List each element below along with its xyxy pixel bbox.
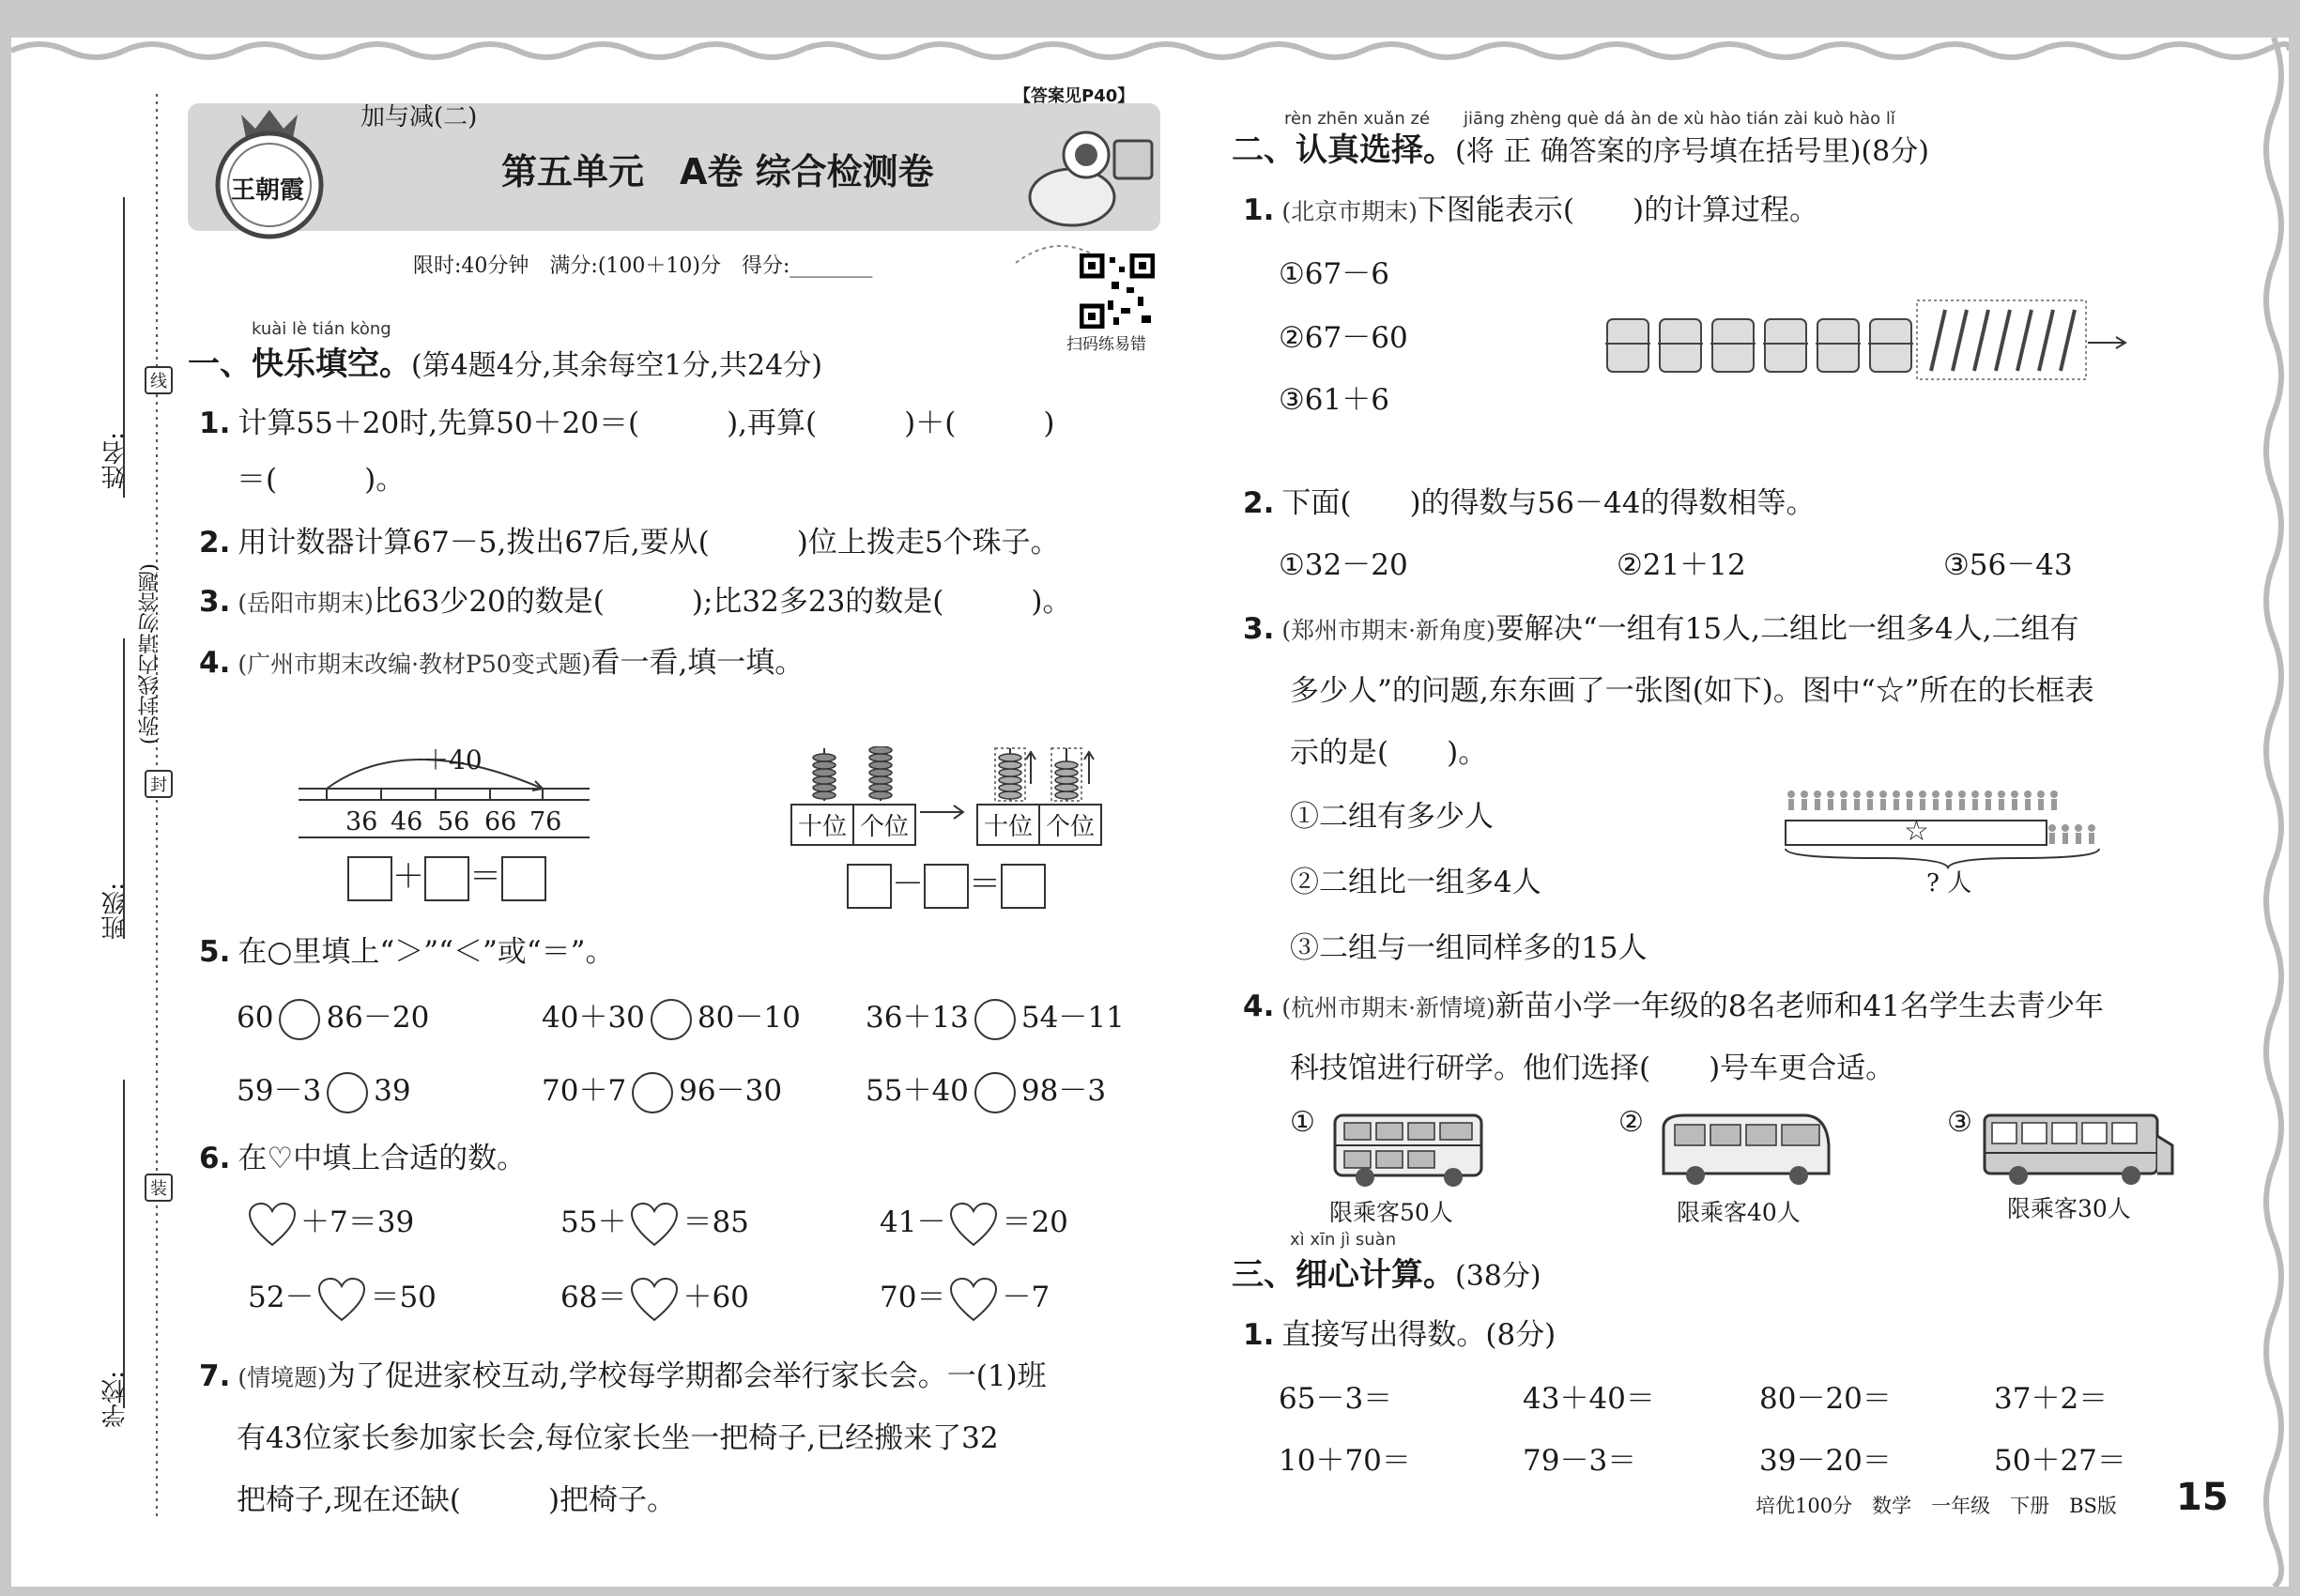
calc-item[interactable]: 37＋2＝: [1994, 1382, 2108, 1416]
page-title: 第五单元 A卷 综合检测卷: [501, 151, 934, 192]
answer-box[interactable]: [924, 864, 969, 909]
nl-tick-46: 46: [391, 807, 423, 836]
bus-option-3-capacity: 限乘客30人: [2007, 1195, 2131, 1222]
school-bus-icon[interactable]: [1981, 1108, 2178, 1189]
heart-item: 70＝ －7: [880, 1273, 1050, 1322]
abacus-after-icon: [976, 746, 1098, 803]
bus-option-3-number[interactable]: ③: [1947, 1106, 1972, 1139]
question-2-3-cont: 多少人”的问题,东东画了一张图(如下)。图中“☆”所在的长框表: [1290, 674, 2094, 708]
answer-box[interactable]: [347, 856, 392, 901]
heart-item: ＋7＝39: [244, 1198, 414, 1247]
option-2-2-a[interactable]: ①32－20: [1279, 548, 1408, 582]
question-2-4-cont: 科技馆进行研学。他们选择( )号车更合适。: [1290, 1051, 1895, 1085]
stick-bundles-icon: [1598, 291, 2142, 385]
school-label: 学校:: [101, 1371, 130, 1428]
option-2-3-c[interactable]: ③二组与一组同样多的15人: [1290, 931, 1648, 965]
sec1-pinyin: kuài lè tián kòng: [252, 319, 391, 339]
bus-option-2-capacity: 限乘客40人: [1677, 1199, 1801, 1226]
calc-item[interactable]: 65－3＝: [1279, 1382, 1393, 1416]
double-decker-bus-icon[interactable]: [1329, 1108, 1489, 1189]
answer-reference: 【答案见P40】: [1014, 86, 1135, 106]
answer-box[interactable]: [424, 856, 469, 901]
heart-icon[interactable]: [317, 1277, 366, 1322]
bus-option-1-capacity: 限乘客50人: [1329, 1199, 1453, 1226]
compare-item: 59－3 39: [237, 1067, 411, 1113]
compare-circle[interactable]: [279, 999, 320, 1040]
compare-item: 70＋7 96－30: [542, 1067, 782, 1113]
number-line-jump-label: ＋40: [422, 744, 483, 775]
unknown-count-label: ? 人: [1926, 869, 1972, 898]
bus-option-2-number[interactable]: ②: [1618, 1106, 1644, 1139]
answer-box[interactable]: [1001, 864, 1046, 909]
question-1-2: 2. 用计数器计算67－5,拨出67后,要从( )位上拨走5个珠子。: [199, 526, 1060, 560]
binding-tag-bind: 装: [145, 1174, 173, 1202]
calc-item[interactable]: 50＋27＝: [1994, 1444, 2126, 1478]
compare-circle[interactable]: [327, 1072, 368, 1113]
question-1-7: 7. (情境题)为了促进家校互动,学校每学期都会举行家长会。一(1)班: [199, 1359, 1047, 1393]
heart-item: 52－ ＝50: [248, 1273, 437, 1322]
no-answer-note: (弥封线内请勿答题): [138, 563, 161, 745]
arrow-right-icon: [920, 803, 967, 821]
footer-book-info: 培优100分 数学 一年级 下册 BS版: [1756, 1495, 2117, 1517]
question-2-3-cont2: 示的是( )。: [1290, 736, 1488, 770]
compare-circle[interactable]: [651, 999, 692, 1040]
calc-item[interactable]: 43＋40＝: [1523, 1382, 1655, 1416]
binding-dotted-line: [147, 94, 166, 1521]
name-label: 姓名:: [101, 432, 130, 489]
name-field: [122, 197, 126, 498]
nl-tick-56: 56: [437, 807, 470, 836]
option-2-1-c[interactable]: ③61＋6: [1279, 383, 1389, 417]
class-label: 班级:: [101, 882, 130, 940]
heart-item: 55＋ ＝85: [560, 1198, 749, 1247]
question-1-7-cont2: 把椅子,现在还缺( )把椅子。: [237, 1483, 677, 1517]
heart-icon[interactable]: [949, 1277, 998, 1322]
calc-item[interactable]: 39－20＝: [1759, 1444, 1892, 1478]
exam-sheet: [11, 38, 2289, 1587]
heart-icon[interactable]: [949, 1202, 998, 1247]
abacus-before-icon: [790, 746, 912, 803]
nl-tick-66: 66: [484, 807, 517, 836]
option-2-3-b[interactable]: ②二组比一组多4人: [1290, 866, 1541, 899]
question-1-3: 3. (岳阳市期末)比63少20的数是( );比32多23的数是( )。: [199, 585, 1072, 619]
option-2-1-a[interactable]: ①67－6: [1279, 257, 1389, 291]
number-line-equation: ＋ ＝: [347, 851, 546, 901]
question-1-1-cont: ＝( )。: [237, 463, 406, 497]
answer-box[interactable]: [501, 856, 546, 901]
option-2-3-a[interactable]: ①二组有多少人: [1290, 800, 1494, 834]
qr-caption: 扫码练易错: [1066, 335, 1146, 354]
compare-circle[interactable]: [974, 999, 1016, 1040]
question-1-1: 1. 计算55＋20时,先算50＋20＝( ),再算( )＋( ): [199, 407, 1055, 440]
compare-item: 60 86－20: [237, 993, 429, 1040]
calc-item[interactable]: 10＋70＝: [1279, 1444, 1411, 1478]
unit-subtitle: 加与减(二): [360, 103, 478, 131]
bus-option-1-number[interactable]: ①: [1290, 1106, 1315, 1139]
binding-tag-seal: 封: [145, 770, 173, 798]
question-2-3: 3. (郑州市期末·新角度)要解决“一组有15人,二组比一组多4人,二组有: [1243, 612, 2079, 646]
heart-icon[interactable]: [630, 1202, 679, 1247]
heart-item: 68＝ ＋60: [560, 1273, 749, 1322]
abacus-place-labels-after: 十位 个位: [976, 804, 1102, 846]
heart-icon[interactable]: [248, 1202, 297, 1247]
option-2-1-b[interactable]: ②67－60: [1279, 321, 1408, 355]
question-2-1: 1. (北京市期末)下图能表示( )的计算过程。: [1243, 193, 1819, 227]
astronaut-illustration-icon: [997, 113, 1175, 272]
heart-icon[interactable]: [630, 1277, 679, 1322]
question-1-7-cont: 有43位家长参加家长会,每位家长坐一把椅子,已经搬来了32: [237, 1421, 999, 1455]
question-3-1: 1. 直接写出得数。(8分): [1243, 1318, 1556, 1352]
option-2-2-c[interactable]: ③56－43: [1943, 548, 2073, 582]
compare-item: 40＋30 80－10: [542, 993, 801, 1040]
star-icon: ☆: [1904, 815, 1929, 848]
question-1-6: 6. 在♡中填上合适的数。: [199, 1142, 527, 1175]
sec3-pinyin: xì xīn jì suàn: [1290, 1230, 1397, 1250]
coach-bus-icon[interactable]: [1656, 1108, 1834, 1189]
sec1-heading: 一、快乐填空。(第4题4分,其余每空1分,共24分): [188, 345, 822, 383]
compare-item: 55＋40 98－3: [866, 1067, 1106, 1113]
calc-item[interactable]: 80－20＝: [1759, 1382, 1892, 1416]
question-1-5: 5. 在○里填上“＞”“＜”或“＝”。: [199, 935, 615, 969]
abacus-equation: － ＝: [847, 858, 1046, 909]
question-2-4: 4. (杭州市期末·新情境)新苗小学一年级的8名老师和41名学生去青少年: [1243, 990, 2104, 1023]
heart-item: 41－ ＝20: [880, 1198, 1068, 1247]
qr-code-icon[interactable]: [1080, 253, 1155, 329]
publisher-logo: 王朝霞: [199, 105, 340, 246]
calc-item[interactable]: 79－3＝: [1523, 1444, 1637, 1478]
sec2-heading: 二、认真选择。(将 正 确答案的序号填在括号里)(8分): [1232, 131, 1929, 169]
compare-item: 36＋13 54－11: [866, 993, 1125, 1040]
answer-box[interactable]: [847, 864, 892, 909]
sec3-heading: 三、细心计算。(38分): [1232, 1256, 1541, 1294]
abacus-place-labels: 十位 个位: [790, 804, 916, 846]
option-2-2-b[interactable]: ②21＋12: [1617, 548, 1746, 582]
compare-circle[interactable]: [974, 1072, 1016, 1113]
nl-tick-76: 76: [529, 807, 562, 836]
question-2-2: 2. 下面( )的得数与56－44的得数相等。: [1243, 486, 1816, 520]
binding-tag-line: 线: [145, 366, 173, 394]
class-field: [122, 638, 126, 939]
nl-tick-36: 36: [345, 807, 378, 836]
school-field: [122, 1080, 126, 1408]
question-1-4: 4. (广州市期末改编·教材P50变式题)看一看,填一填。: [199, 646, 805, 680]
page-number: 15: [2176, 1476, 2229, 1519]
time-and-score-info: 限时:40分钟 满分:(100＋10)分 得分:________: [413, 254, 873, 278]
sec2-pinyin: rèn zhēn xuǎn zé jiāng zhèng què dá àn de xù hào tián zài kuò hào lǐ: [1284, 109, 1895, 129]
compare-circle[interactable]: [632, 1072, 673, 1113]
